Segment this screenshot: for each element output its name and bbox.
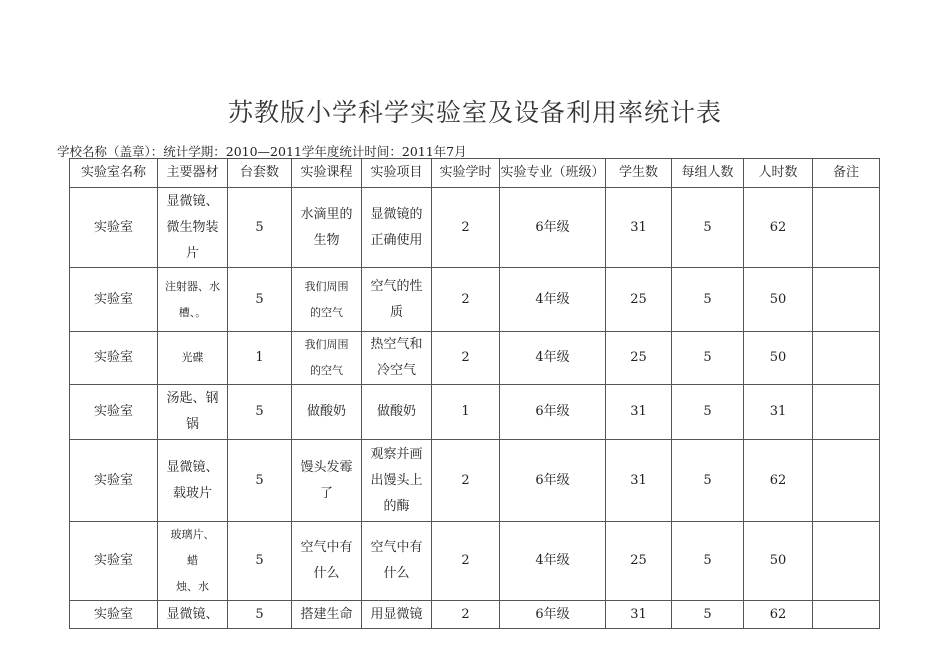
header-class: 实验专业（班级） [500,159,606,188]
cell-hours: 1 [432,385,500,440]
cell-project: 做酸奶 [362,385,432,440]
cell-hours: 2 [432,268,500,332]
table-row [70,440,880,522]
header-sets: 台套数 [228,159,292,188]
cell-project: 观察并画 出馒头上 的酶 [362,440,432,522]
cell-hours: 2 [432,332,500,385]
cell-class: 6年级 [500,188,606,268]
table-row [70,601,880,629]
cell-sets: 5 [228,385,292,440]
cell-notes [813,385,880,440]
cell-hours: 2 [432,601,500,629]
cell-project: 空气的性 质 [362,268,432,332]
cell-equipment: 玻璃片、 蜡 烛、水 [158,522,228,601]
cell-person-hours: 62 [744,440,813,522]
cell-notes [813,601,880,629]
page-title: 苏教版小学科学实验室及设备利用率统计表 [227,97,722,127]
cell-course: 空气中有 什么 [292,522,362,601]
cell-students: 25 [606,332,672,385]
table-row [70,522,880,601]
cell-person-hours: 50 [744,522,813,601]
cell-project: 空气中有 什么 [362,522,432,601]
cell-sets: 5 [228,440,292,522]
header-group-size: 每组人数 [672,159,744,188]
table-row [70,188,880,268]
cell-sets: 5 [228,601,292,629]
cell-sets: 1 [228,332,292,385]
header-students: 学生数 [606,159,672,188]
cell-class: 4年级 [500,522,606,601]
cell-project: 显微镜的 正确使用 [362,188,432,268]
cell-project: 热空气和 冷空气 [362,332,432,385]
cell-equipment: 汤匙、钢 锅 [158,385,228,440]
cell-students: 31 [606,385,672,440]
cell-person-hours: 31 [744,385,813,440]
cell-course: 我们周围 的空气 [292,332,362,385]
school-info-line: 学校名称（盖章）：统计学期：2010—2011学年度统计时间：2011年7月 [57,144,467,159]
table-row [70,268,880,332]
cell-notes [813,332,880,385]
cell-equipment: 显微镜、 [158,601,228,629]
cell-course: 我们周围 的空气 [292,268,362,332]
cell-class: 6年级 [500,440,606,522]
cell-students: 25 [606,522,672,601]
cell-class: 6年级 [500,601,606,629]
cell-equipment: 注射器、水 槽、。 [158,268,228,332]
cell-project: 用显微镜 [362,601,432,629]
cell-person-hours: 50 [744,332,813,385]
cell-equipment: 光碟 [158,332,228,385]
cell-lab-name: 实验室 [70,268,158,332]
header-person-hours: 人时数 [744,159,813,188]
cell-notes [813,268,880,332]
cell-group-size: 5 [672,522,744,601]
table-row [70,332,880,385]
cell-equipment: 显微镜、 微生物装 片 [158,188,228,268]
cell-sets: 5 [228,188,292,268]
cell-lab-name: 实验室 [70,188,158,268]
cell-class: 4年级 [500,332,606,385]
header-row [70,159,880,188]
cell-notes [813,522,880,601]
cell-group-size: 5 [672,440,744,522]
table-row [70,385,880,440]
cell-course: 馒头发霉 了 [292,440,362,522]
cell-students: 31 [606,601,672,629]
header-project: 实验项目 [362,159,432,188]
header-hours: 实验学时 [432,159,500,188]
header-equipment: 主要器材 [158,159,228,188]
cell-equipment: 显微镜、 载玻片 [158,440,228,522]
cell-notes [813,188,880,268]
cell-course: 水滴里的 生物 [292,188,362,268]
cell-group-size: 5 [672,601,744,629]
utilization-table [69,158,880,629]
header-lab-name: 实验室名称 [70,159,158,188]
cell-lab-name: 实验室 [70,332,158,385]
cell-class: 6年级 [500,385,606,440]
cell-person-hours: 50 [744,268,813,332]
cell-hours: 2 [432,440,500,522]
cell-group-size: 5 [672,268,744,332]
cell-students: 31 [606,440,672,522]
cell-class: 4年级 [500,268,606,332]
cell-hours: 2 [432,522,500,601]
cell-group-size: 5 [672,332,744,385]
cell-course: 搭建生命 [292,601,362,629]
cell-sets: 5 [228,268,292,332]
cell-lab-name: 实验室 [70,440,158,522]
header-notes: 备注 [813,159,880,188]
header-course: 实验课程 [292,159,362,188]
cell-course: 做酸奶 [292,385,362,440]
cell-lab-name: 实验室 [70,385,158,440]
cell-students: 25 [606,268,672,332]
cell-students: 31 [606,188,672,268]
cell-person-hours: 62 [744,601,813,629]
cell-notes [813,440,880,522]
cell-lab-name: 实验室 [70,522,158,601]
cell-sets: 5 [228,522,292,601]
cell-group-size: 5 [672,385,744,440]
cell-group-size: 5 [672,188,744,268]
cell-lab-name: 实验室 [70,601,158,629]
cell-person-hours: 62 [744,188,813,268]
cell-hours: 2 [432,188,500,268]
